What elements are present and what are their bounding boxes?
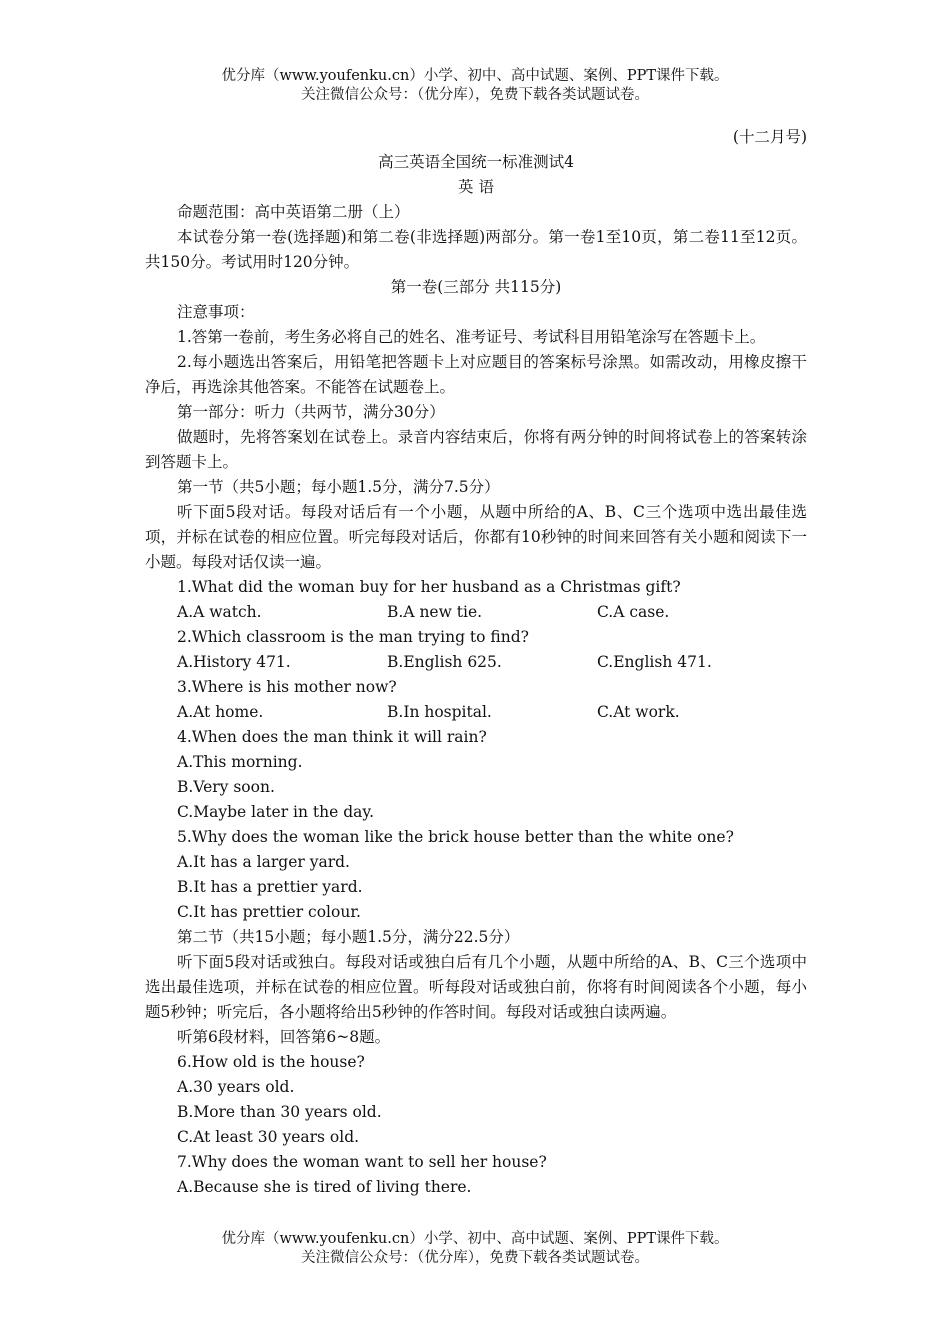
- exam-title: 高三英语全国统一标准测试4: [378, 153, 574, 171]
- option-b: B.English 625.: [387, 653, 502, 671]
- question-6: 6.How old is the house?: [177, 1053, 365, 1071]
- option-b: B.In hospital.: [387, 703, 492, 721]
- question-4: 4.When does the man think it will rain?: [177, 728, 487, 746]
- option-b: B.More than 30 years old.: [177, 1103, 382, 1121]
- section-2-heading: 第二节（共15小题；每小题1.5分，满分22.5分）: [177, 928, 520, 946]
- question-5: 5.Why does the woman like the brick house better than the white one?: [177, 828, 734, 846]
- option-c: C.It has prettier colour.: [177, 903, 361, 921]
- option-a: A.30 years old.: [177, 1078, 295, 1096]
- page-header: [0, 67, 950, 105]
- issue-month: (十二月号): [732, 128, 807, 146]
- exam-subject: 英 语: [458, 178, 494, 196]
- option-c: C.At work.: [597, 703, 680, 721]
- option-c: C.At least 30 years old.: [177, 1128, 360, 1146]
- option-c: C.English 471.: [597, 653, 712, 671]
- question-2-options: [145, 650, 807, 675]
- question-3: 3.Where is his mother now?: [177, 678, 397, 696]
- section-2-note: 听下面5段对话或独白。每段对话或独白后有几个小题，从题中所给的A、B、C三个选项中选出最佳选项，并标在试卷的相应位置。听每段对话或独白前，你将有时间阅读各个小题，每小题5秒钟；听完后，各小题将给出5秒钟的作答时间。每段对话或独白读两遍。: [145, 953, 807, 1021]
- header-line-2: 关注微信公众号：（优分库），免费下载各类试题试卷。: [301, 87, 649, 103]
- option-c: C.Maybe later in the day.: [177, 803, 375, 821]
- volume-1-heading: 第一卷(三部分 共115分): [390, 278, 562, 296]
- page-footer: [0, 1230, 950, 1268]
- notice-title: 注意事项：: [177, 303, 255, 321]
- option-a: A.This morning.: [177, 753, 303, 771]
- option-a: A.At home.: [177, 703, 264, 721]
- option-b: B.Very soon.: [177, 778, 275, 796]
- option-a: A.It has a larger yard.: [177, 853, 350, 871]
- notice-2: 2.每小题选出答案后，用铅笔把答题卡上对应题目的答案标号涂黑。如需改动，用橡皮擦干净后，再选涂其他答案。不能答在试题卷上。: [145, 353, 807, 396]
- part-1-heading: 第一部分：听力（共两节，满分30分）: [177, 403, 445, 421]
- notice-1: 1.答第一卷前，考生务必将自己的姓名、准考证号、考试科目用铅笔涂写在答题卡上。: [177, 328, 766, 346]
- option-b: B.It has a prettier yard.: [177, 878, 363, 896]
- exam-scope: 命题范围：高中英语第二册（上）: [177, 203, 410, 221]
- option-c: C.A case.: [597, 603, 670, 621]
- document-body: [145, 125, 807, 1200]
- section-1-heading: 第一节（共5小题；每小题1.5分，满分7.5分）: [177, 478, 500, 496]
- part-1-note: 做题时，先将答案划在试卷上。录音内容结束后，你将有两分钟的时间将试卷上的答案转涂到答题卡上。: [145, 428, 807, 471]
- question-2: 2.Which classroom is the man trying to find?: [177, 628, 529, 646]
- question-3-options: [145, 700, 807, 725]
- question-1: 1.What did the woman buy for her husband as a Christmas gift?: [177, 578, 681, 596]
- section-1-note: 听下面5段对话。每段对话后有一个小题，从题中所给的A、B、C三个选项中选出最佳选项，并标在试卷的相应位置。听完每段对话后，你都有10秒钟的时间来回答有关小题和阅读下一小题。每段对话仅读一遍。: [145, 503, 807, 571]
- material-6-heading: 听第6段材料，回答第6~8题。: [177, 1028, 391, 1046]
- option-a: A.Because she is tired of living there.: [177, 1178, 472, 1196]
- question-7: 7.Why does the woman want to sell her house?: [177, 1153, 547, 1171]
- exam-intro: 本试卷分第一卷(选择题)和第二卷(非选择题)两部分。第一卷1至10页，第二卷11至12页。共150分。考试用时120分钟。: [145, 228, 807, 271]
- option-a: A.History 471.: [177, 653, 291, 671]
- option-a: A.A watch.: [177, 603, 262, 621]
- footer-line-2: 关注微信公众号：（优分库），免费下载各类试题试卷。: [301, 1250, 649, 1266]
- footer-line-1: 优分库（www.youfenku.cn）小学、初中、高中试题、案例、PPT课件下载。: [221, 1231, 729, 1247]
- option-b: B.A new tie.: [387, 603, 483, 621]
- header-line-1: 优分库（www.youfenku.cn）小学、初中、高中试题、案例、PPT课件下载。: [221, 68, 729, 84]
- question-1-options: [145, 600, 807, 625]
